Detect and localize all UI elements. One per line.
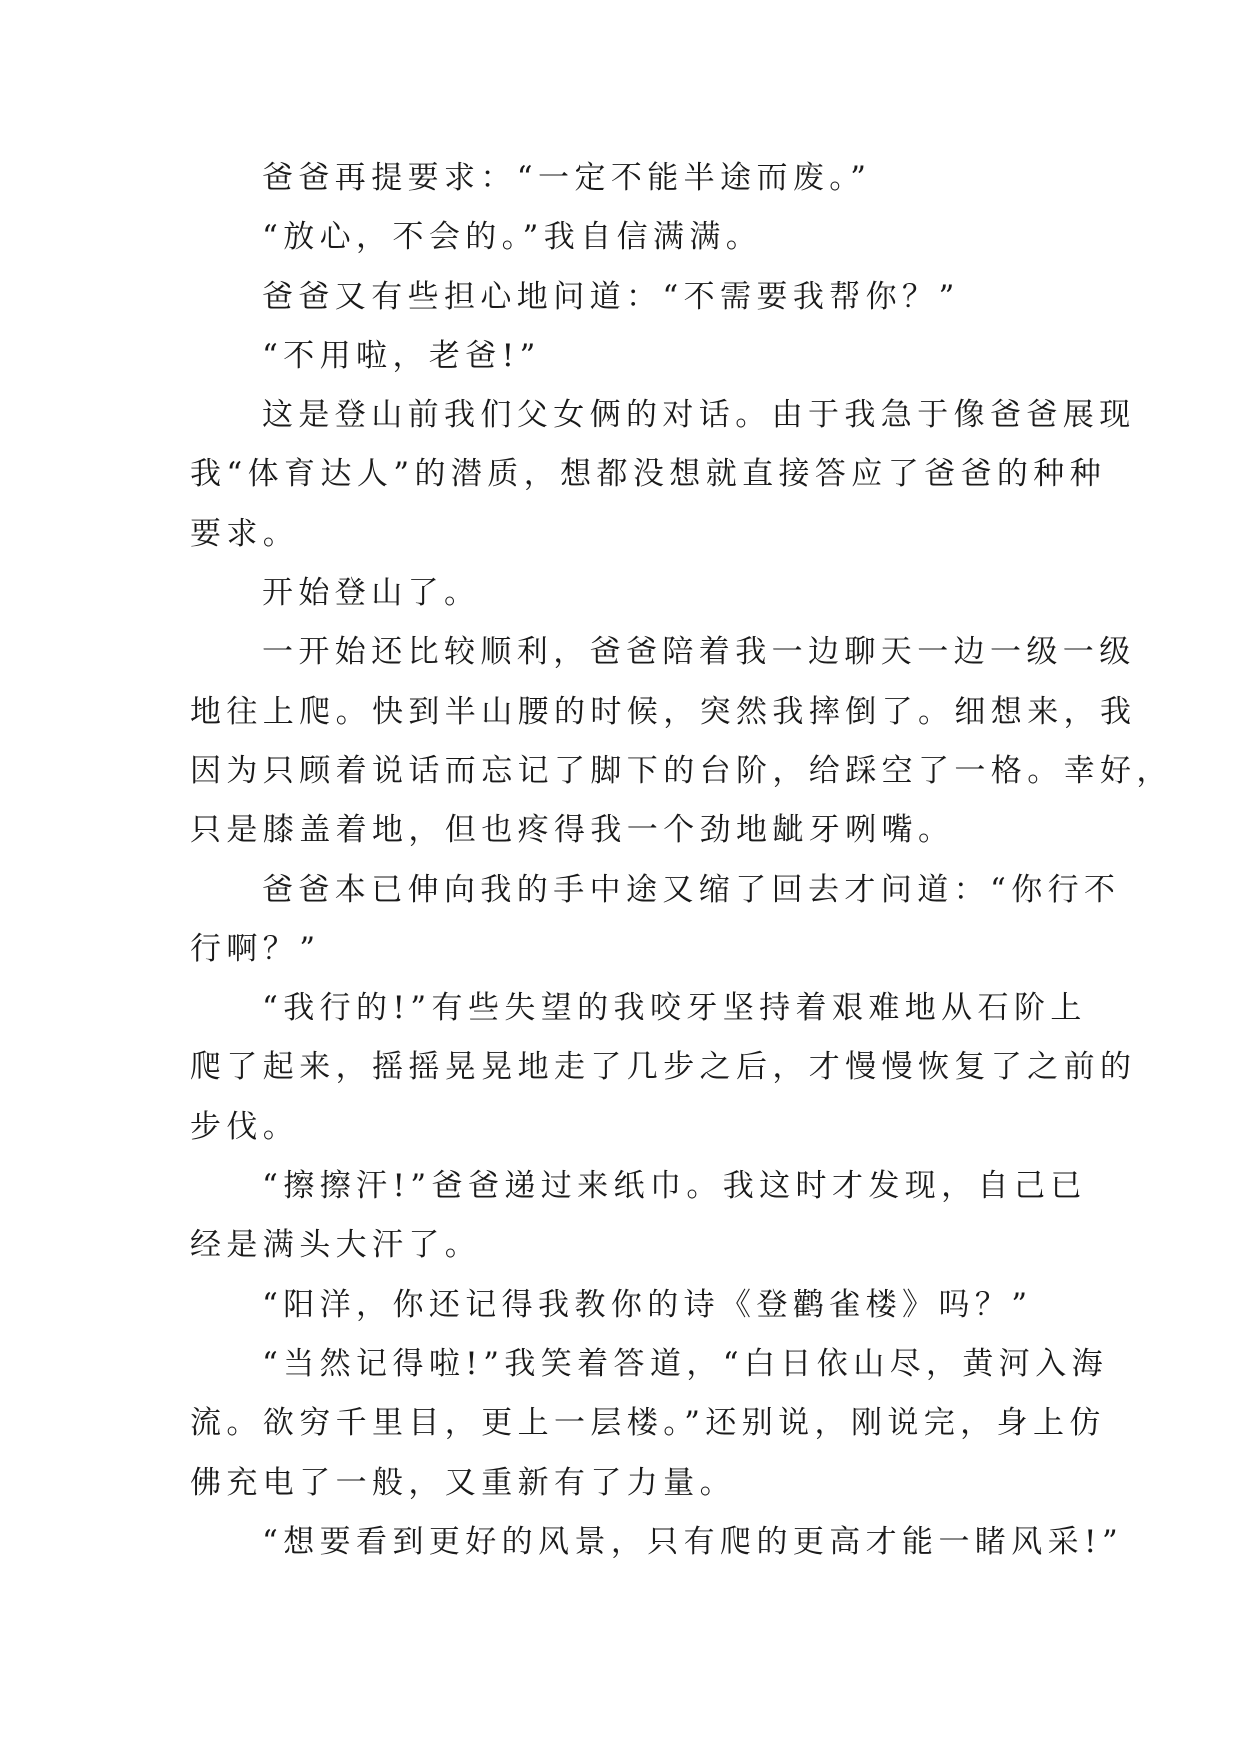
paragraph (190, 979, 1137, 1157)
text-line: 我“体育达人”的潜质，想都没想就直接答应了爸爸的种种 (190, 456, 1107, 493)
paragraph (190, 149, 1058, 208)
text-line: 步伐。 (190, 1108, 300, 1145)
paragraph (190, 386, 1136, 564)
text-line: “不用啦，老爸!” (262, 337, 541, 374)
text-line: 佛充电了一般，又重新有了力量。 (190, 1464, 736, 1501)
paragraph (190, 1513, 1124, 1572)
text-line: 爸爸再提要求：“一定不能半途而废。” (262, 160, 872, 196)
text-line: 爬了起来，摇摇晃晃地走了几步之后，才慢慢恢复了之前的 (190, 1049, 1137, 1086)
paragraph (190, 268, 1058, 327)
document-body (190, 149, 1173, 1572)
text-line: “我行的!”有些失望的我咬牙坚持着艰难地从石阶上 (262, 990, 1087, 1027)
text-line: 流。欲穷千里目，更上一层楼。”还别说，刚说完，身上仿 (190, 1405, 1106, 1442)
paragraph (190, 327, 1058, 386)
text-line: “当然记得啦!”我笑着答道，“白日依山尽，黄河入海 (262, 1345, 1108, 1382)
text-line: 要求。 (190, 515, 300, 552)
text-line: 开始登山了。 (262, 575, 481, 612)
text-line: 只是膝盖着地，但也疼得我一个劲地龇牙咧嘴。 (190, 812, 955, 849)
text-line: 这是登山前我们父女俩的对话。由于我急于像爸爸展现 (262, 397, 1136, 434)
text-line: “放心，不会的。”我自信满满。 (262, 219, 763, 256)
text-line: “擦擦汗!”爸爸递过来纸巾。我这时才发现，自己已 (262, 1168, 1087, 1205)
paragraph (190, 1335, 1108, 1513)
text-line: “想要看到更好的风景，只有爬的更高才能一睹风采!” (262, 1523, 1124, 1560)
paragraph (190, 1276, 1058, 1335)
text-line: 爸爸又有些担心地问道：“不需要我帮你？” (262, 278, 960, 315)
paragraph (190, 861, 1121, 980)
text-line: 一开始还比较顺利，爸爸陪着我一边聊天一边一级一级 (262, 634, 1136, 671)
text-line: 行啊？” (190, 930, 321, 967)
paragraph (190, 1157, 1087, 1276)
text-line: 因为只顾着说话而忘记了脚下的台阶，给踩空了一格。幸好， (190, 752, 1173, 789)
text-line: 地往上爬。快到半山腰的时候，突然我摔倒了。细想来，我 (190, 693, 1137, 730)
paragraph (190, 623, 1173, 860)
paragraph (190, 564, 1058, 623)
paragraph (190, 208, 1058, 267)
text-line: 经是满头大汗了。 (190, 1227, 482, 1264)
text-line: “阳洋，你还记得我教你的诗《登鹳雀楼》吗？” (262, 1286, 1033, 1323)
text-line: 爸爸本已伸向我的手中途又缩了回去才问道：“你行不 (262, 871, 1121, 908)
